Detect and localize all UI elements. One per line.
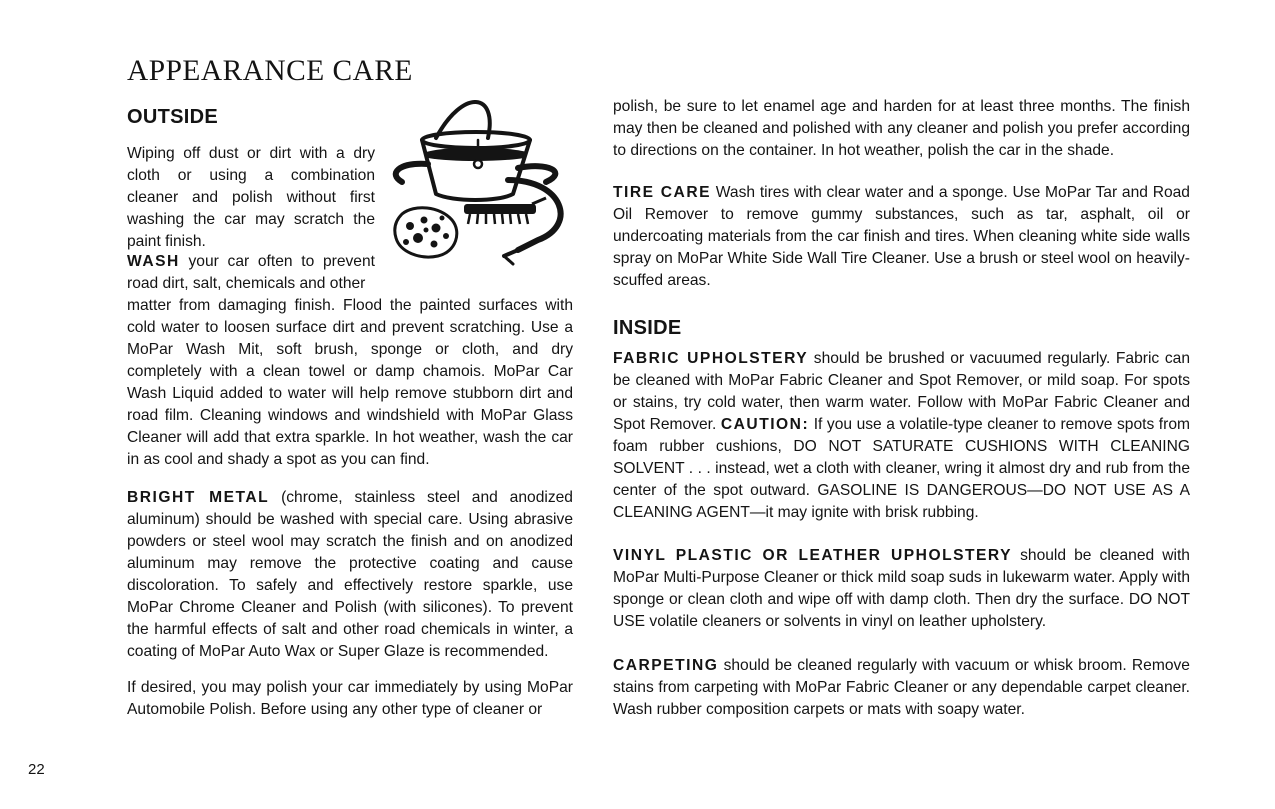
carpeting-text: should be cleaned regularly with vacuum or whisk broom. Remove stains from carpeting with MoPar Fabric Cleaner or any dependable carpet cleaner. Wash rubber composition carpets or mats with soapy water. <box>613 657 1190 718</box>
carpeting-lead: CARPETING <box>613 657 719 674</box>
polish-paragraph-continued: polish, be sure to let enamel age and harden for at least three months. The finish may then be cleaned and polished with any cleaner and polish you prefer according to directions on the container. In hot weather, polish the car in the shade. <box>613 98 1190 159</box>
page-number: 22 <box>28 761 45 778</box>
vinyl-leather-lead: VINYL PLASTIC OR LEATHER UPHOLSTERY <box>613 547 1013 564</box>
polish-paragraph: If desired, you may polish your car immediately by using MoPar Automobile Polish. Before using any other type of cleaner or <box>127 679 573 718</box>
bucket-rim <box>422 132 530 148</box>
carpeting-paragraph <box>613 655 1190 721</box>
fabric-upholstery-text: should be brushed or vacuumed regularly. Fabric can be cleaned with MoPar Fabric Cleaner and Spot Remover, or mild soap. For spots or stains, try cold water, then warm water. Follow with MoPar Fabric Cleaner and Spot Remover. <box>613 350 1190 433</box>
inside-heading: INSIDE <box>613 317 682 339</box>
tire-care-lead: TIRE CARE <box>613 184 711 201</box>
vinyl-leather-text: should be cleaned with MoPar Multi-Purpose Cleaner or thick mild soap suds in lukewarm water. Apply with sponge or clean cloth and wipe off with damp cloth. Then dry the surface. DO NOT USE volatile cleaners or solvents in vinyl on leather upholstery. <box>613 547 1190 630</box>
bright-metal-paragraph <box>127 487 573 663</box>
sponge-icon <box>395 208 457 257</box>
bright-metal-lead: BRIGHT METAL <box>127 489 270 506</box>
bucket-illustration <box>378 100 578 275</box>
outside-heading: OUTSIDE <box>127 106 218 128</box>
wash-text-a: your car often to prevent road dirt, salt, chemicals and other <box>127 253 375 292</box>
caution-text: If you use a volatile-type cleaner to remove spots from foam rubber cushions, DO NOT SATURATE CUSHIONS WITH CLEANING SOLVENT . . . instead, wet a cloth with cleaner, wring it almost dry and rub from the center of the spot outward. GASOLINE IS DANGEROUS—DO NOT USE AS A CLEANING AGENT—it may ignite with brisk rubbing. <box>613 416 1190 521</box>
tire-care-paragraph <box>613 182 1190 292</box>
tire-care-text: Wash tires with clear water and a sponge. Use MoPar Tar and Road Oil Remover to remove gummy substances, such as tar, asphalt, oil or undercoating materials from the car finish and tires. When cleaning white side walls spray on MoPar White Side Wall Tire Cleaner. Use a brush or steel wool on heavily-scuffed areas. <box>613 184 1190 289</box>
outside-intro-paragraph: Wiping off dust or dirt with a dry cloth or using a combination cleaner and polish without first washing the car may scratch the paint finish. <box>127 145 375 250</box>
wash-paragraph-continued: matter from damaging finish. Flood the painted surfaces with cold water to loosen surface dirt and prevent scratching. Use a MoPar Wash Mit, soft brush, sponge or cloth, and dry completely with a clean towel or damp chamois. MoPar Car Wash Liquid added to water will help remove stubborn dirt and road film. Cleaning windows and windshield with MoPar Glass Cleaner will add that extra sparkle. In hot weather, wash the car in as cool and shady a spot as you can find. <box>127 297 573 468</box>
fabric-upholstery-paragraph <box>613 348 1190 524</box>
caution-lead: CAUTION: <box>720 416 810 433</box>
bright-metal-text: (chrome, stainless steel and anodized aluminum) should be washed with special care. Using abrasive powders or steel wool may scratch the finish and on anodized aluminum may remove the protective coating and cause discoloration. To safely and effectively restore sparkle, use MoPar Chrome Cleaner and Polish (with silicones). To prevent the harmful effects of salt and other road chemicals in winter, a coating of MoPar Auto Wax or Super Glaze is recommended. <box>127 489 573 660</box>
wash-paragraph-start <box>127 251 375 295</box>
vinyl-leather-paragraph <box>613 545 1190 633</box>
hose-left-loop <box>396 164 428 182</box>
fabric-upholstery-lead: FABRIC UPHOLSTERY <box>613 350 809 367</box>
wash-lead: WASH <box>127 253 180 270</box>
page-title: APPEARANCE CARE <box>127 54 413 87</box>
